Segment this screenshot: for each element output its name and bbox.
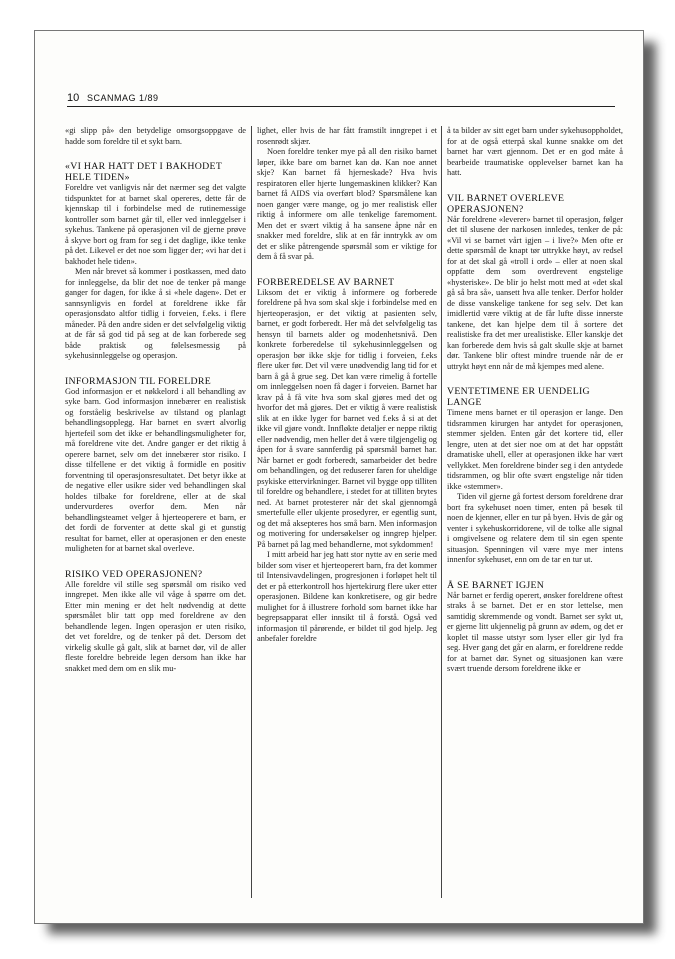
paragraph: å ta bilder av sitt eget barn under sykehusoppholdet, for at de også etterpå skal kunne snakke om det barnet har vært gjennom. Det er en god måte å bearbeide traumatiske opplevelser barnet kan ha hatt. [447,126,623,177]
paragraph: Alle foreldre vil stille seg spørsmål om risiko ved inngrepet. Men ikke alle vil våge å spørre om det. Etter min mening er det helt nødvendig at dette spørsmålet blir tatt opp med foreldrene av den behandlende legen. Ingen operasjon er uten risiko, det vet foreldre, og de tenker på det. Dersom det virkelig skulle gå galt, slik at barnet dør, vil de aller fleste foreldre bebreide legen dersom han ikke har snakket med dem om en slik mu- [65,579,246,673]
paragraph: «gi slipp på» den betydelige omsorgsoppgave de hadde som foreldre til et sykt barn. [65,126,246,146]
paragraph: Timene mens barnet er til operasjon er lange. Den tidsrammen kirurgen har antydet for operasjonen, stemmer sjelden. Enten går det kortere tid, eller lengre, uten at det sier noe om at det har oppstått dramatiske uhell, eller at operasjonen ikke har vært vellykket. Men foreldrene binder seg i den antydede tidsrammen, og blir ofte svært engstelige når tiden ikke «stemmer». [447,408,623,491]
paragraph: Men når brevet så kommer i postkassen, med dato for innleggelse, da blir det noe de tenker på mange ganger for dagen, for ikke å si «hele dagen». Det er sannsynligvis en fordel at foreldrene ikke får operasjonsdato altfor tidlig i forveien, f.eks. i flere måneder. På den andre siden er det selvfølgelig viktig at de får så god tid på seg at de kan forberede seg både praktisk og følelsesmessig på sykehusinnleggelse og operasjon. [65,267,246,360]
running-title: SCANMAG 1/89 [87,93,159,103]
column-1 [65,126,246,674]
paragraph: Noen foreldre tenker mye på all den risiko barnet løper, ikke bare om barnet kan dø. Kan noe annet skje? Kan barnet få hjerneskade? Hva hvis respiratoren eller hjerte lungemaskinen klikker? Kan barnet få AIDS via overført blod? Spørsmålene kan noen ganger være mange, og jo mer realistisk eller riktig å informere om alle tenkelige faremoment. Men det er svært viktig å ha sansene åpne når en snakker med foreldre, slik at en får inntrykk av om det er slike påtrengende spørsmål som er viktige for dem å få svar på. [257,147,437,261]
page-number: 10 [67,92,80,104]
page-header [67,92,615,107]
column-rule [251,126,252,898]
section-heading: VENTETIMENE ER UENDELIG LANGE [447,386,590,408]
paragraph: Liksom det er viktig å informere og forberede foreldrene på hva som skal skje i forbindelse med en hjerteoperasjon, er det viktig at pasienten selv, barnet, er godt forberedt. Her må det selvfølgelig tas hensyn til barnets alder og modenhetsnivå. Den konkrete forberedelse til sykehusinnleggelsen og operasjon bør ikke skje for tidlig i forveien, f.eks flere uker før. Det vil være unødvendig lang tid for et barn å gå å grue seg. Det kan være rimelig å fortelle om innleggelsen noen få dager i forveien. Barnet har krav på å få vite hva som skal gjøres med det og hvorfor det må gjøres. Det er viktig å være realistisk slik at en ikke lyger for barnet ved f.eks å si at det ikke vil gjøre vondt. Innfløkte detaljer er neppe riktig eller nødvendig, men heller det å være tilgjengelig og åpen for å svare sannferdig på spørsmål barnet har. Når barnet er godt forberedt, samarbeider det bedre om behandlingen, og det reduserer faren for uheldige psykiske ettervirkninger. Barnet vil bygge opp tilliten til foreldre og behandlere, i stedet for at tilliten brytes ned. At barnet protesterer når det skal gjennomgå smertefulle eller ukjente prosedyrer, er egentlig sunt, og det må aksepteres hos små barn. Men informasjon og motivering for undersøkelser og inngrep hjelper. På barnet på lag med behandlerne, mot sykdommen! [257,287,437,549]
section-heading: INFORMASJON TIL FORELDRE [65,375,212,387]
paragraph: Når foreldrene «leverer» barnet til operasjon, følger det til slusene der narkosen innledes, tenker de på: «Vil vi se barnet vårt igjen – i live?» Men ofte er dette spørsmål de knapt tør uttrykke høyt, av redsel for at det skal gå «troll i ord» – eller at noen skal oppfatte dem som overdrevent engstelige «hysteriske». De blir jo helst mott med at «det skal gå så bra så», uansett hva alle tenker. Derfor holder de disse vanskelige tankene for seg selv. Det kan imidlertid være viktig at de får lufte disse innerste tankene, det kan hjelpe dem til å sortere det realistiske fra det mer urealistiske. Eller kanskje det kan forberede dem hvis så galt skulle skje at barnet dør. Tankene blir oftest mindre truende når de er uttrykt høyt enn når de må kjempes med alene. [447,214,623,371]
section-heading: VIL BARNET OVERLEVE OPERASJONEN? [447,192,565,215]
paragraph: Når barnet er ferdig operert, ønsker foreldrene oftest straks å se barnet. Det er en stor lettelse, men samtidig skremmende og vondt. Barnet ser sykt ut, er gjerne litt ukjennelig på grunn av ødem, og det er koplet til masse utstyr som lyser eller gir lyd fra seg. Hver gang det går en alarm, er foreldrene redde for at barnet dør. Synet og situasjonen kan være svært truende dersom foreldrene ikke er [447,590,623,673]
section-heading: Å SE BARNET IGJEN [447,579,545,591]
section-heading: FORBEREDELSE AV BARNET [257,276,395,288]
paragraph: I mitt arbeid har jeg hatt stor nytte av en serie med bilder som viser et hjerteoperert barn, fra det kommer til Intensivavdelingen, progresjonen i forløpet helt til det er på etterkontroll hos hjertekirurg flere uker etter operasjonen. Bildene kan konkretisere, og gir bedre mulighet for å illustrere forhold som barnet ikke har begrepsapparat eller innsikt til å forstå. Også ved informasjon til pårørende, er bildet til god hjelp. Jeg anbefaler foreldre [257,550,437,643]
section-heading: RISIKO VED OPERASJONEN? [65,568,203,580]
paragraph: Foreldre vet vanligvis når det nærmer seg det valgte tidspunktet for at barnet skal opereres, dette får de kjennskap til i forbindelse med de rutinemessige kontroller som barnet går til, eller ved innleggelser i sykehus. Tankene på operasjonen vil de gjerne prøve å skyve bort og fram for seg i det daglige, ikke tenke på det. Likevel er det noe som ligger der; «vi har det i bakhodet hele tiden». [65,183,246,266]
paragraph: lighet, eller hvis de har fått framstilt inngrepet i et rosenrødt skjær. [257,126,437,146]
paragraph: Tiden vil gjerne gå fortest dersom foreldrene drar bort fra sykehuset noen timer, enten på besøk til noen de kjenner, eller en tur på byen. Hvis de går og venter i sykehuskorridorene, vil de tolke alle signal i omgivelsene og relatere dem til sin egen spente situasjon. Spenningen vil være mye mer intens innenfor sykehuset, enn om de tar en tur ut. [447,492,623,564]
magazine-page [34,30,644,924]
column-3 [447,126,623,675]
column-rule [441,126,442,898]
paragraph: God informasjon er et nøkkelord i all behandling av syke barn. God informasjon innebærer en realistisk og forståelig beskrivelse av tilstand og planlagt behandlingsopplegg. Har barnet en svært alvorlig hjertefeil som det ikke er behandlingsmuligheter for, må foreldrene vite det. Andre ganger er det riktig å operere barnet, selv om det innebærer stor risiko. I disse tilfellene er det viktig å formidle en positiv forventning til operasjonsresultatet. Det betyr ikke at de negative eller usikre sider ved behandlingen skal holdes tilbake for foreldrene, eller at de skal undervurderes overfor dem. Men når behandlingsteamet velger å hjerteoperere et barn, er det fordi de forventer at dette skal gi et gunstig resultat for barnet, eller at operasjonen er den eneste muligheten for at barnet skal overleve. [65,386,246,553]
column-2 [257,126,437,645]
section-heading: «VI HAR HATT DET I BAKHODET HELE TIDEN» [65,161,222,183]
